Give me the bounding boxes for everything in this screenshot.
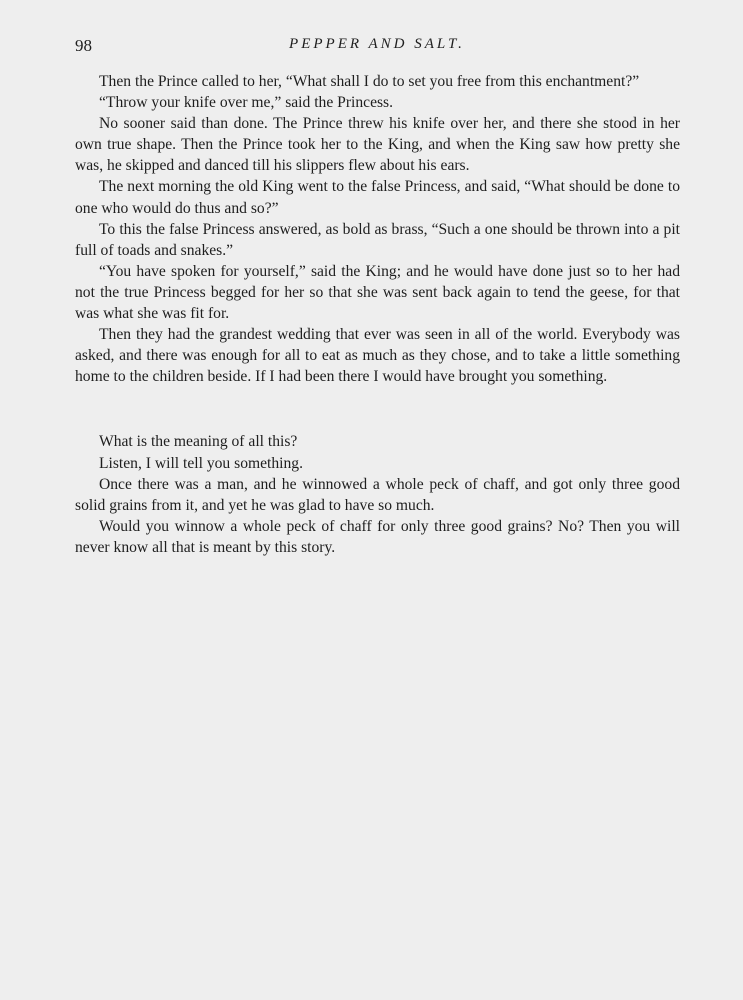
page-number: 98 bbox=[75, 36, 92, 55]
page-body bbox=[75, 71, 680, 558]
paragraph: The next morning the old King went to the false Princess, and said, “What should be done to one who would do thus and so?” bbox=[75, 178, 680, 217]
paragraph: To this the false Princess answered, as bold as brass, “Such a one should be thrown into a pit full of toads and snakes.” bbox=[75, 220, 680, 259]
paragraph: “Throw your knife over me,” said the Princess. bbox=[99, 94, 394, 112]
page-header bbox=[75, 36, 679, 60]
paragraph: “You have spoken for yourself,” said the King; and he would have done just so to her had not the true Princess begged for her so that she was sent back again to tend the geese, for that was what she was fit for. bbox=[75, 262, 680, 323]
moral-section bbox=[75, 431, 680, 558]
paragraph: Once there was a man, and he winnowed a whole peck of chaff, and got only three good solid grains from it, and yet he was glad to have so much. bbox=[75, 475, 680, 514]
paragraph: No sooner said than done. The Prince threw his knife over her, and there she stood in her own true shape. Then the Prince took her to the King, and when the King saw how pretty she was, he skipped and danced till his slippers flew about his ears. bbox=[75, 115, 680, 175]
paragraph: What is the meaning of all this? bbox=[99, 433, 298, 451]
paragraph: Then they had the grandest wedding that ever was seen in all of the world. Everybody was asked, and there was enough for all to eat as much as they chose, and to take a little something home to the children beside. If I had been there I would have brought you something. bbox=[75, 326, 680, 386]
paragraph: Would you winnow a whole peck of chaff for only three good grains? No? Then you will never know all that is meant by this story. bbox=[75, 517, 680, 556]
paragraph: Listen, I will tell you something. bbox=[99, 454, 303, 472]
section-break bbox=[75, 387, 680, 431]
running-head: PEPPER AND SALT. bbox=[289, 36, 465, 52]
paragraph: Then the Prince called to her, “What shall I do to set you free from this enchantment?” bbox=[99, 73, 640, 90]
story-section bbox=[75, 71, 680, 387]
